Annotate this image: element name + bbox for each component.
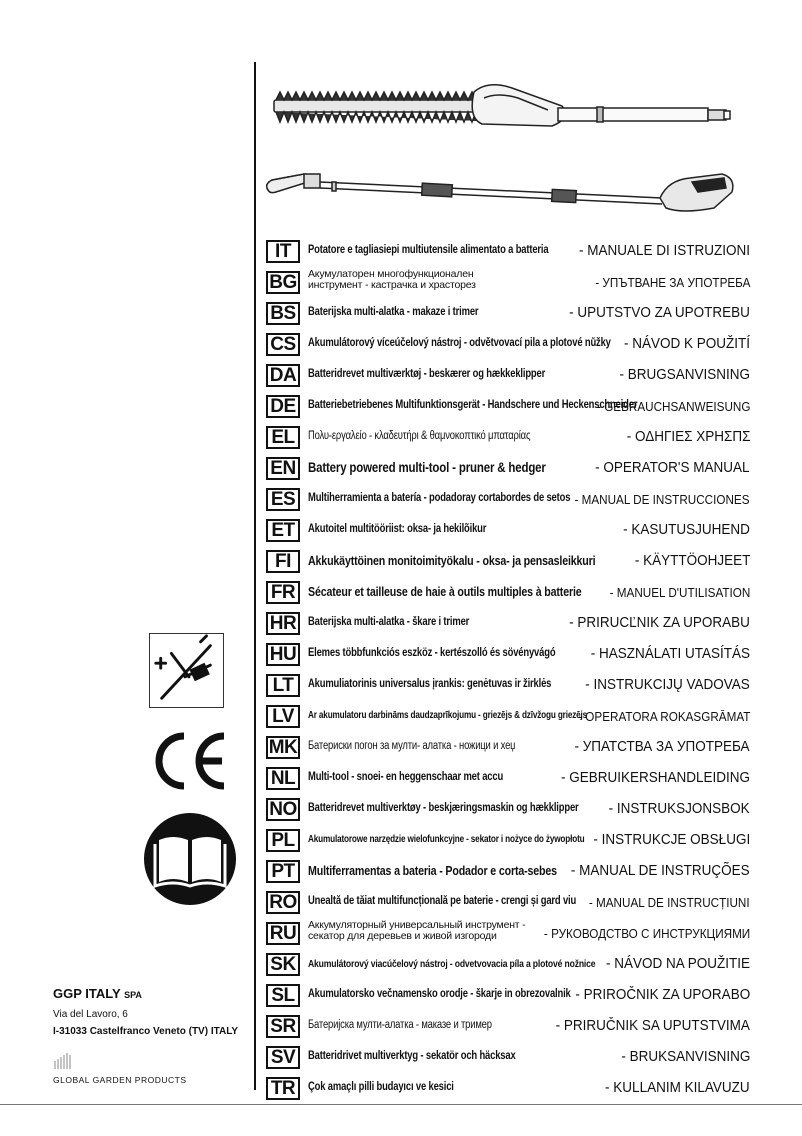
product-description: Батериски погон за мулти- алатка - ножици и хеџ <box>308 740 516 752</box>
language-row <box>266 517 750 548</box>
company-info <box>53 986 238 1037</box>
manual-title: - NÁVOD K POUŽITÍ <box>623 335 750 352</box>
language-row <box>266 300 750 331</box>
manual-title: - MANUAL DE INSTRUÇÕES <box>571 862 750 879</box>
language-code: DA <box>266 364 300 387</box>
ggp-logo-mark-icon <box>53 1051 81 1069</box>
product-description: Baterijska multi-alatka - škare i trimer <box>308 616 470 628</box>
language-code: HR <box>266 612 300 635</box>
company-city: I-31033 Castelfranco Veneto (TV) ITALY <box>53 1026 239 1037</box>
product-description: Potatore e tagliasiepi multiutensile alimentato a batteria <box>308 244 549 256</box>
manual-title: - INSTRUKCIJŲ VADOVAS <box>585 676 750 693</box>
manual-title: - HASZNÁLATI UTASÍTÁS <box>590 645 750 662</box>
manual-title: - PRIRUCĽNIK ZA UPORABU <box>569 614 750 631</box>
manual-title: - РУКОВОДСТВО С ИНСТРУКЦИЯМИ <box>543 926 750 941</box>
language-row <box>266 982 750 1013</box>
language-row <box>266 796 750 827</box>
product-description: Batteridrivet multiverktyg - sekatör och häcksax <box>308 1050 516 1062</box>
language-row <box>266 362 750 393</box>
language-row <box>266 455 750 486</box>
language-row <box>266 920 750 951</box>
language-code: HU <box>266 643 300 666</box>
product-description: Battery powered multi-tool - pruner & hedger <box>308 459 546 475</box>
pole-pruner-illustration <box>262 160 742 230</box>
language-row <box>266 1013 750 1044</box>
language-row <box>266 703 750 734</box>
product-description: Ar akumulatoru darbināms daudzaprīkojumu - griezējs & dzīvžogu griezējs <box>308 710 588 721</box>
language-row <box>266 548 750 579</box>
manual-title: - NÁVOD NA POUŽITIE <box>605 955 750 972</box>
language-code: RO <box>266 891 300 914</box>
manual-title: - KULLANIM KILAVUZU <box>605 1079 750 1096</box>
manual-title: - MANUALE DI ISTRUZIONI <box>578 242 750 259</box>
manual-title: - KASUTUSJUHEND <box>623 521 750 538</box>
manual-title: - PRIRUČNIK SA UPUTSTVIMA <box>555 1017 750 1034</box>
product-description: Elemes többfunkciós eszköz - kertészolló és sövényvágó <box>308 647 556 659</box>
product-description: Batteriebetriebenes Multifunktionsgerät - Handschere und Heckenschneider <box>308 399 638 411</box>
language-list <box>266 238 750 1106</box>
language-row <box>266 1044 750 1075</box>
language-row <box>266 889 750 920</box>
language-row <box>266 393 750 424</box>
manual-title: - INSTRUKSJONSBOK <box>608 800 750 817</box>
product-description: Akumulátorový viacúčelový nástroj - odvetvovacia píla a plotové nožnice <box>308 958 596 970</box>
product-description: Akumulatorowe narzędzie wielofunkcyjne - sekator i nożyce do żywopłotu <box>308 834 585 845</box>
language-row <box>266 269 750 300</box>
company-brand: GLOBAL GARDEN PRODUCTS <box>53 1075 187 1085</box>
language-code: FR <box>266 581 300 604</box>
bottom-rule <box>0 1104 802 1105</box>
product-description: Batteridrevet multiverktøy - beskjæringsmaskin og hækklipper <box>308 802 579 814</box>
product-description: Akutoitel multitööriist: oksa- ja hekilõikur <box>308 523 487 535</box>
language-row <box>266 765 750 796</box>
product-description: Акумулаторен многофункционален инструмент - кастрачка и храсторез <box>308 268 476 291</box>
language-code: BS <box>266 302 300 325</box>
product-description: Sécateur et tailleuse de haie à outils multiples à batterie <box>308 584 582 599</box>
ggp-logo <box>53 1051 187 1085</box>
product-description: Аккумуляторный универсальный инструмент - секатор для деревьев и живой изгороди <box>308 919 526 942</box>
language-code: SV <box>266 1046 300 1069</box>
manual-title: - OPERATORA ROKASGRĀMAT <box>577 709 750 724</box>
language-code: TR <box>266 1077 300 1100</box>
hedge-trimmer-illustration <box>262 78 742 148</box>
language-row <box>266 1075 750 1106</box>
language-code: SK <box>266 953 300 976</box>
language-row <box>266 486 750 517</box>
language-row <box>266 641 750 672</box>
manual-title: - GEBRAUCHSANWEISUNG <box>596 399 750 414</box>
language-code: SL <box>266 984 300 1007</box>
product-description: Akumulatorsko večnamensko orodje - škarje in obrezovalnik <box>308 988 571 1000</box>
language-code: IT <box>266 240 300 263</box>
product-description: Batteridrevet multiværktøj - beskærer og hækkeklipper <box>308 368 546 380</box>
product-description: Πολυ-εργαλείο - κλαδευτήρι & θαμνοκοπτικό μπαταρίας <box>308 430 531 442</box>
language-code: DE <box>266 395 300 418</box>
language-code: ES <box>266 488 300 511</box>
manual-title: - PRIROČNIK ZA UPORABO <box>575 986 750 1003</box>
language-row <box>266 610 750 641</box>
manual-title: - BRUKSANVISNING <box>620 1048 750 1065</box>
language-row <box>266 579 750 610</box>
product-description: Akumuliatorinis universalus įrankis: genėtuvas ir žirklės <box>308 678 552 690</box>
ce-mark-icon <box>150 730 230 792</box>
language-row <box>266 734 750 765</box>
manual-title: - GEBRUIKERSHANDLEIDING <box>560 769 750 786</box>
manual-title: - BRUGSANVISNING <box>619 366 750 383</box>
language-row <box>266 238 750 269</box>
manual-title: - KÄYTTÖOHJEET <box>634 552 750 569</box>
manual-title: - MANUAL DE INSTRUCCIONES <box>574 492 750 507</box>
product-description: Akkukäyttöinen monitoimityökalu - oksa- ja pensasleikkuri <box>308 553 596 568</box>
ce-mark-label: CE <box>150 730 152 731</box>
language-code: CS <box>266 333 300 356</box>
language-code: LV <box>266 705 300 728</box>
language-code: MK <box>266 736 300 759</box>
battery-polarity-icon <box>149 633 224 708</box>
language-code: EL <box>266 426 300 449</box>
manual-title: - УПЪТВАНЕ ЗА УПОТРЕБА <box>594 275 750 290</box>
manual-title: - UPUTSTVO ZA UPOTREBU <box>569 304 750 321</box>
product-description: Multiferramentas a bateria - Podador e corta-sebes <box>308 863 557 878</box>
company-address: Via del Lavoro, 6 <box>53 1009 128 1020</box>
manual-title: - ΟΔΗΓΙΕΣ ΧΡΗΣΠΣ <box>626 428 750 445</box>
manual-title: - MANUEL D'UTILISATION <box>609 585 750 600</box>
language-code: NO <box>266 798 300 821</box>
language-row <box>266 951 750 982</box>
language-code: FI <box>266 550 300 573</box>
manual-title: - OPERATOR'S MANUAL <box>595 459 750 476</box>
product-description: Çok amaçlı pilli budayıcı ve kesici <box>308 1081 454 1093</box>
language-code: SR <box>266 1015 300 1038</box>
manual-title: - INSTRUKCJE OBSŁUGI <box>593 831 750 848</box>
language-row <box>266 672 750 703</box>
language-code: EN <box>266 457 300 480</box>
language-code: NL <box>266 767 300 790</box>
product-description: Akumulátorový víceúčelový nástroj - odvětvovací pila a plotové nůžky <box>308 337 611 349</box>
product-description: Батеријска мулти-алатка - маказе и тример <box>308 1019 492 1031</box>
language-row <box>266 827 750 858</box>
language-code: BG <box>266 271 300 294</box>
product-description: Unealtă de tăiat multifuncțională pe baterie - crengi și gard viu <box>308 895 577 907</box>
language-code: ET <box>266 519 300 542</box>
language-code: PL <box>266 829 300 852</box>
manual-title: - УПАТСТВА ЗА УПОТРЕБА <box>574 738 750 755</box>
language-row <box>266 331 750 362</box>
language-row <box>266 424 750 455</box>
product-description: Baterijska multi-alatka - makaze i trimer <box>308 306 479 318</box>
language-code: LT <box>266 674 300 697</box>
language-row <box>266 858 750 889</box>
product-description: Multiherramienta a batería - podadoray cortabordes de setos <box>308 492 571 504</box>
product-description: Multi-tool - snoei- en heggenschaar met accu <box>308 771 504 783</box>
manual-title: - MANUAL DE INSTRUCȚIUNI <box>589 895 750 910</box>
language-code: PT <box>266 860 300 883</box>
read-manual-icon <box>143 812 237 906</box>
language-code: RU <box>266 922 300 945</box>
vertical-divider <box>254 62 256 1090</box>
company-name: GGP ITALY SPA <box>53 986 142 1001</box>
